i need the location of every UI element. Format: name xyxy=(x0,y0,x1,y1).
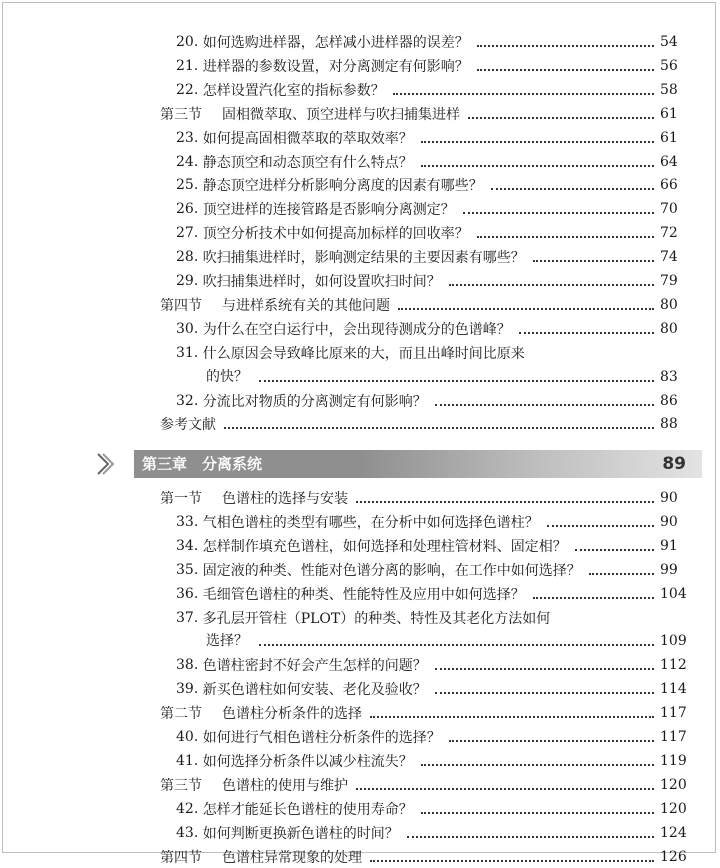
entry-number: 24. xyxy=(176,153,199,170)
toc-entry-row[interactable] xyxy=(176,654,660,676)
toc-entry-row[interactable] xyxy=(176,222,660,244)
page-number: 117 xyxy=(660,729,687,745)
leader-dots xyxy=(449,740,654,742)
entry-number: 39. xyxy=(176,681,199,698)
leader-dots xyxy=(491,188,654,190)
toc-section-row[interactable] xyxy=(160,294,660,316)
toc-entry-row[interactable] xyxy=(176,798,660,820)
toc-entry-row[interactable] xyxy=(176,151,660,173)
page-number: 61 xyxy=(660,105,678,122)
entry-number: 35. xyxy=(176,561,199,578)
leader-dots xyxy=(449,284,654,286)
page-number: 74 xyxy=(660,249,678,266)
leader-dots xyxy=(370,860,654,862)
entry-number: 36. xyxy=(176,585,199,602)
leader-dots xyxy=(533,260,654,262)
entry-number: 41. xyxy=(176,752,199,769)
leader-dots-row xyxy=(251,366,660,388)
entry-title: 怎样设置汽化室的指标参数？ xyxy=(202,82,385,99)
page-number: 70 xyxy=(660,201,678,218)
page-number: 56 xyxy=(660,57,678,74)
toc-entry-row[interactable] xyxy=(176,318,660,340)
entry-title: 如何提高固相微萃取的萃取效率？ xyxy=(202,130,413,147)
leader-dots xyxy=(421,812,654,814)
leader-dots xyxy=(477,69,654,71)
leader-dots xyxy=(421,764,654,766)
leader-dots xyxy=(356,788,654,790)
entry-number: 28. xyxy=(176,249,199,266)
chapter-page-number: 89 xyxy=(662,454,686,474)
leader-dots xyxy=(519,332,654,334)
leader-dots xyxy=(370,716,654,718)
entry-title: 固定液的种类、性能对色谱分离的影响，在工作中如何选择？ xyxy=(202,562,581,579)
entry-title: 分流比对物质的分离测定有何影响？ xyxy=(202,393,427,410)
page-number: 120 xyxy=(660,776,687,793)
toc-entry-row[interactable] xyxy=(176,535,660,557)
leader-dots xyxy=(398,308,654,310)
entry-number: 30. xyxy=(176,320,199,337)
entry-title: 吹扫捕集进样时，如何设置吹扫时间？ xyxy=(202,274,441,290)
entry-title-continued: 的快？ xyxy=(206,368,248,385)
section-label: 第四节 xyxy=(160,849,202,866)
section-label: 第三节 xyxy=(160,777,202,794)
toc-entry-row[interactable] xyxy=(176,55,660,77)
toc-entry-row[interactable] xyxy=(176,822,660,844)
entry-title: 参考文献 xyxy=(160,417,216,434)
page-number: 124 xyxy=(660,824,687,841)
page-number: 114 xyxy=(660,681,687,698)
chevron-right-icon xyxy=(94,452,114,476)
leader-dots xyxy=(477,236,654,238)
leader-dots-row xyxy=(251,630,660,652)
section-label: 第三节 xyxy=(160,106,202,123)
entry-number: 33. xyxy=(176,513,199,530)
leader-dots xyxy=(421,165,654,167)
leader-dots xyxy=(259,380,654,382)
entry-number: 31. xyxy=(176,344,199,361)
entry-title: 如何选购进样器，怎样减小进样器的误差？ xyxy=(202,35,469,51)
entry-number: 40. xyxy=(176,729,199,745)
entry-title: 色谱柱的使用与维护 xyxy=(222,777,348,794)
toc-entry-row[interactable] xyxy=(176,583,660,605)
entry-title: 多孔层开管柱（PLOT）的种类、特性及其老化方法如何 xyxy=(202,610,551,627)
toc-section-row[interactable] xyxy=(160,702,660,724)
page-number: 64 xyxy=(660,153,678,170)
page-number: 119 xyxy=(660,752,687,769)
entry-number: 20. xyxy=(176,34,199,50)
section-label: 第一节 xyxy=(160,491,202,507)
toc-entry-row[interactable] xyxy=(176,390,660,412)
page-number: 80 xyxy=(660,296,678,313)
page-number: 66 xyxy=(660,177,678,194)
entry-title: 顶空进样的连接管路是否影响分离测定？ xyxy=(202,202,455,219)
section-label: 第二节 xyxy=(160,706,202,723)
leader-dots xyxy=(468,117,654,119)
leader-dots xyxy=(547,525,654,527)
page-number: 90 xyxy=(660,513,678,530)
toc-entry-row[interactable] xyxy=(176,750,660,772)
page-number: 120 xyxy=(660,800,687,817)
page-number: 80 xyxy=(660,320,678,337)
entry-number: 42. xyxy=(176,800,199,817)
page-number: 90 xyxy=(660,490,678,506)
entry-title: 色谱柱密封不好会产生怎样的问题？ xyxy=(202,658,427,675)
entry-number: 27. xyxy=(176,225,199,242)
entry-number: 21. xyxy=(176,57,199,74)
leader-dots xyxy=(589,573,654,575)
leader-dots xyxy=(393,93,654,95)
leader-dots xyxy=(259,644,654,646)
entry-number: 26. xyxy=(176,201,199,218)
entry-number: 25. xyxy=(176,177,199,194)
page-number: 109 xyxy=(660,633,687,650)
toc-entry-row[interactable] xyxy=(176,726,660,748)
leader-dots xyxy=(407,836,654,838)
leader-dots xyxy=(356,501,654,503)
section-label: 第四节 xyxy=(160,297,202,314)
entry-title: 静态顶空和动态顶空有什么特点？ xyxy=(202,154,413,171)
leader-dots xyxy=(435,668,654,670)
entry-title: 色谱柱的选择与安装 xyxy=(222,491,348,507)
entry-title: 新买色谱柱如何安装、老化及验收？ xyxy=(202,682,427,699)
chapter-banner xyxy=(134,450,702,478)
entry-title: 毛细管色谱柱的种类、性能特性及应用中如何选择？ xyxy=(202,586,525,603)
toc-entry-row[interactable] xyxy=(176,174,660,196)
toc-entry-row[interactable] xyxy=(176,79,660,101)
entry-title: 与进样系统有关的其他问题 xyxy=(222,297,390,314)
toc-entry-row[interactable] xyxy=(176,127,660,149)
toc-entry-row[interactable] xyxy=(176,246,660,268)
leader-dots xyxy=(533,597,654,599)
chapter-title: 第三章 分离系统 xyxy=(142,455,263,473)
entry-title: 色谱柱异常现象的处理 xyxy=(222,849,362,866)
page-number: 58 xyxy=(660,81,678,98)
page-number: 91 xyxy=(660,537,678,554)
page-number: 79 xyxy=(660,273,678,289)
entry-number: 22. xyxy=(176,81,199,98)
entry-title: 怎样才能延长色谱柱的使用寿命？ xyxy=(202,801,413,818)
leader-dots xyxy=(435,404,654,406)
toc-entry-row[interactable] xyxy=(176,607,660,629)
toc-entry-row[interactable] xyxy=(160,413,660,435)
entry-title: 如何进行气相色谱柱分析条件的选择？ xyxy=(202,730,441,746)
toc-entry-row[interactable] xyxy=(176,31,660,53)
page-number: 72 xyxy=(660,225,678,242)
entry-title: 进样器的参数设置，对分离测定有何影响？ xyxy=(202,58,469,75)
entry-title: 如何判断更换新色谱柱的时间？ xyxy=(202,825,399,842)
page-number: 126 xyxy=(660,848,687,865)
leader-dots xyxy=(477,45,654,47)
page-number: 86 xyxy=(660,392,678,409)
entry-number: 38. xyxy=(176,657,199,674)
toc-section-row[interactable] xyxy=(160,103,660,125)
toc-section-row[interactable] xyxy=(160,487,660,509)
page-number: 54 xyxy=(660,34,678,50)
leader-dots xyxy=(575,549,654,551)
leader-dots xyxy=(421,141,654,143)
toc-entry-row[interactable] xyxy=(176,198,660,220)
entry-title: 吹扫捕集进样时，影响测定结果的主要因素有哪些？ xyxy=(202,250,525,267)
entry-number: 32. xyxy=(176,392,199,409)
entry-title: 怎样制作填充色谱柱，如何选择和处理柱管材料、固定相？ xyxy=(202,538,567,555)
entry-title-continued: 选择？ xyxy=(206,633,248,650)
entry-title: 气相色谱柱的类型有哪些，在分析中如何选择色谱柱？ xyxy=(202,514,539,531)
entry-title: 静态顶空进样分析影响分离度的因素有哪些？ xyxy=(202,178,483,195)
entry-title: 顶空分析技术中如何提高加标样的回收率？ xyxy=(202,226,469,243)
entry-number: 43. xyxy=(176,824,199,841)
entry-number: 37. xyxy=(176,609,199,626)
toc-section-row[interactable] xyxy=(160,774,660,796)
leader-dots xyxy=(463,212,654,214)
page-number: 104 xyxy=(660,585,687,602)
toc-entry-row[interactable] xyxy=(176,342,660,364)
page-number: 112 xyxy=(660,657,687,674)
entry-title: 什么原因会导致峰比原来的大，而且出峰时间比原来 xyxy=(202,345,525,362)
entry-title: 固相微萃取、顶空进样与吹扫捕集进样 xyxy=(222,106,460,123)
page-number: 61 xyxy=(660,129,678,146)
entry-number: 23. xyxy=(176,129,199,146)
entry-title: 如何选择分析条件以减少柱流失？ xyxy=(202,753,413,770)
toc-entry-row[interactable] xyxy=(176,511,660,533)
toc-entry-row[interactable] xyxy=(176,559,660,581)
page-number: 88 xyxy=(660,416,678,433)
page-number: 117 xyxy=(660,705,687,722)
leader-dots xyxy=(224,427,654,429)
entry-number: 34. xyxy=(176,537,199,554)
toc-entry-row[interactable] xyxy=(176,678,660,700)
entry-title: 为什么在空白运行中，会出现待测成分的色谱峰？ xyxy=(202,321,511,338)
entry-number: 29. xyxy=(176,273,199,289)
toc-entry-row[interactable] xyxy=(176,270,660,292)
page-number: 99 xyxy=(660,561,678,578)
entry-title: 色谱柱分析条件的选择 xyxy=(222,706,362,723)
page-number: 83 xyxy=(660,368,678,385)
leader-dots xyxy=(435,692,654,694)
